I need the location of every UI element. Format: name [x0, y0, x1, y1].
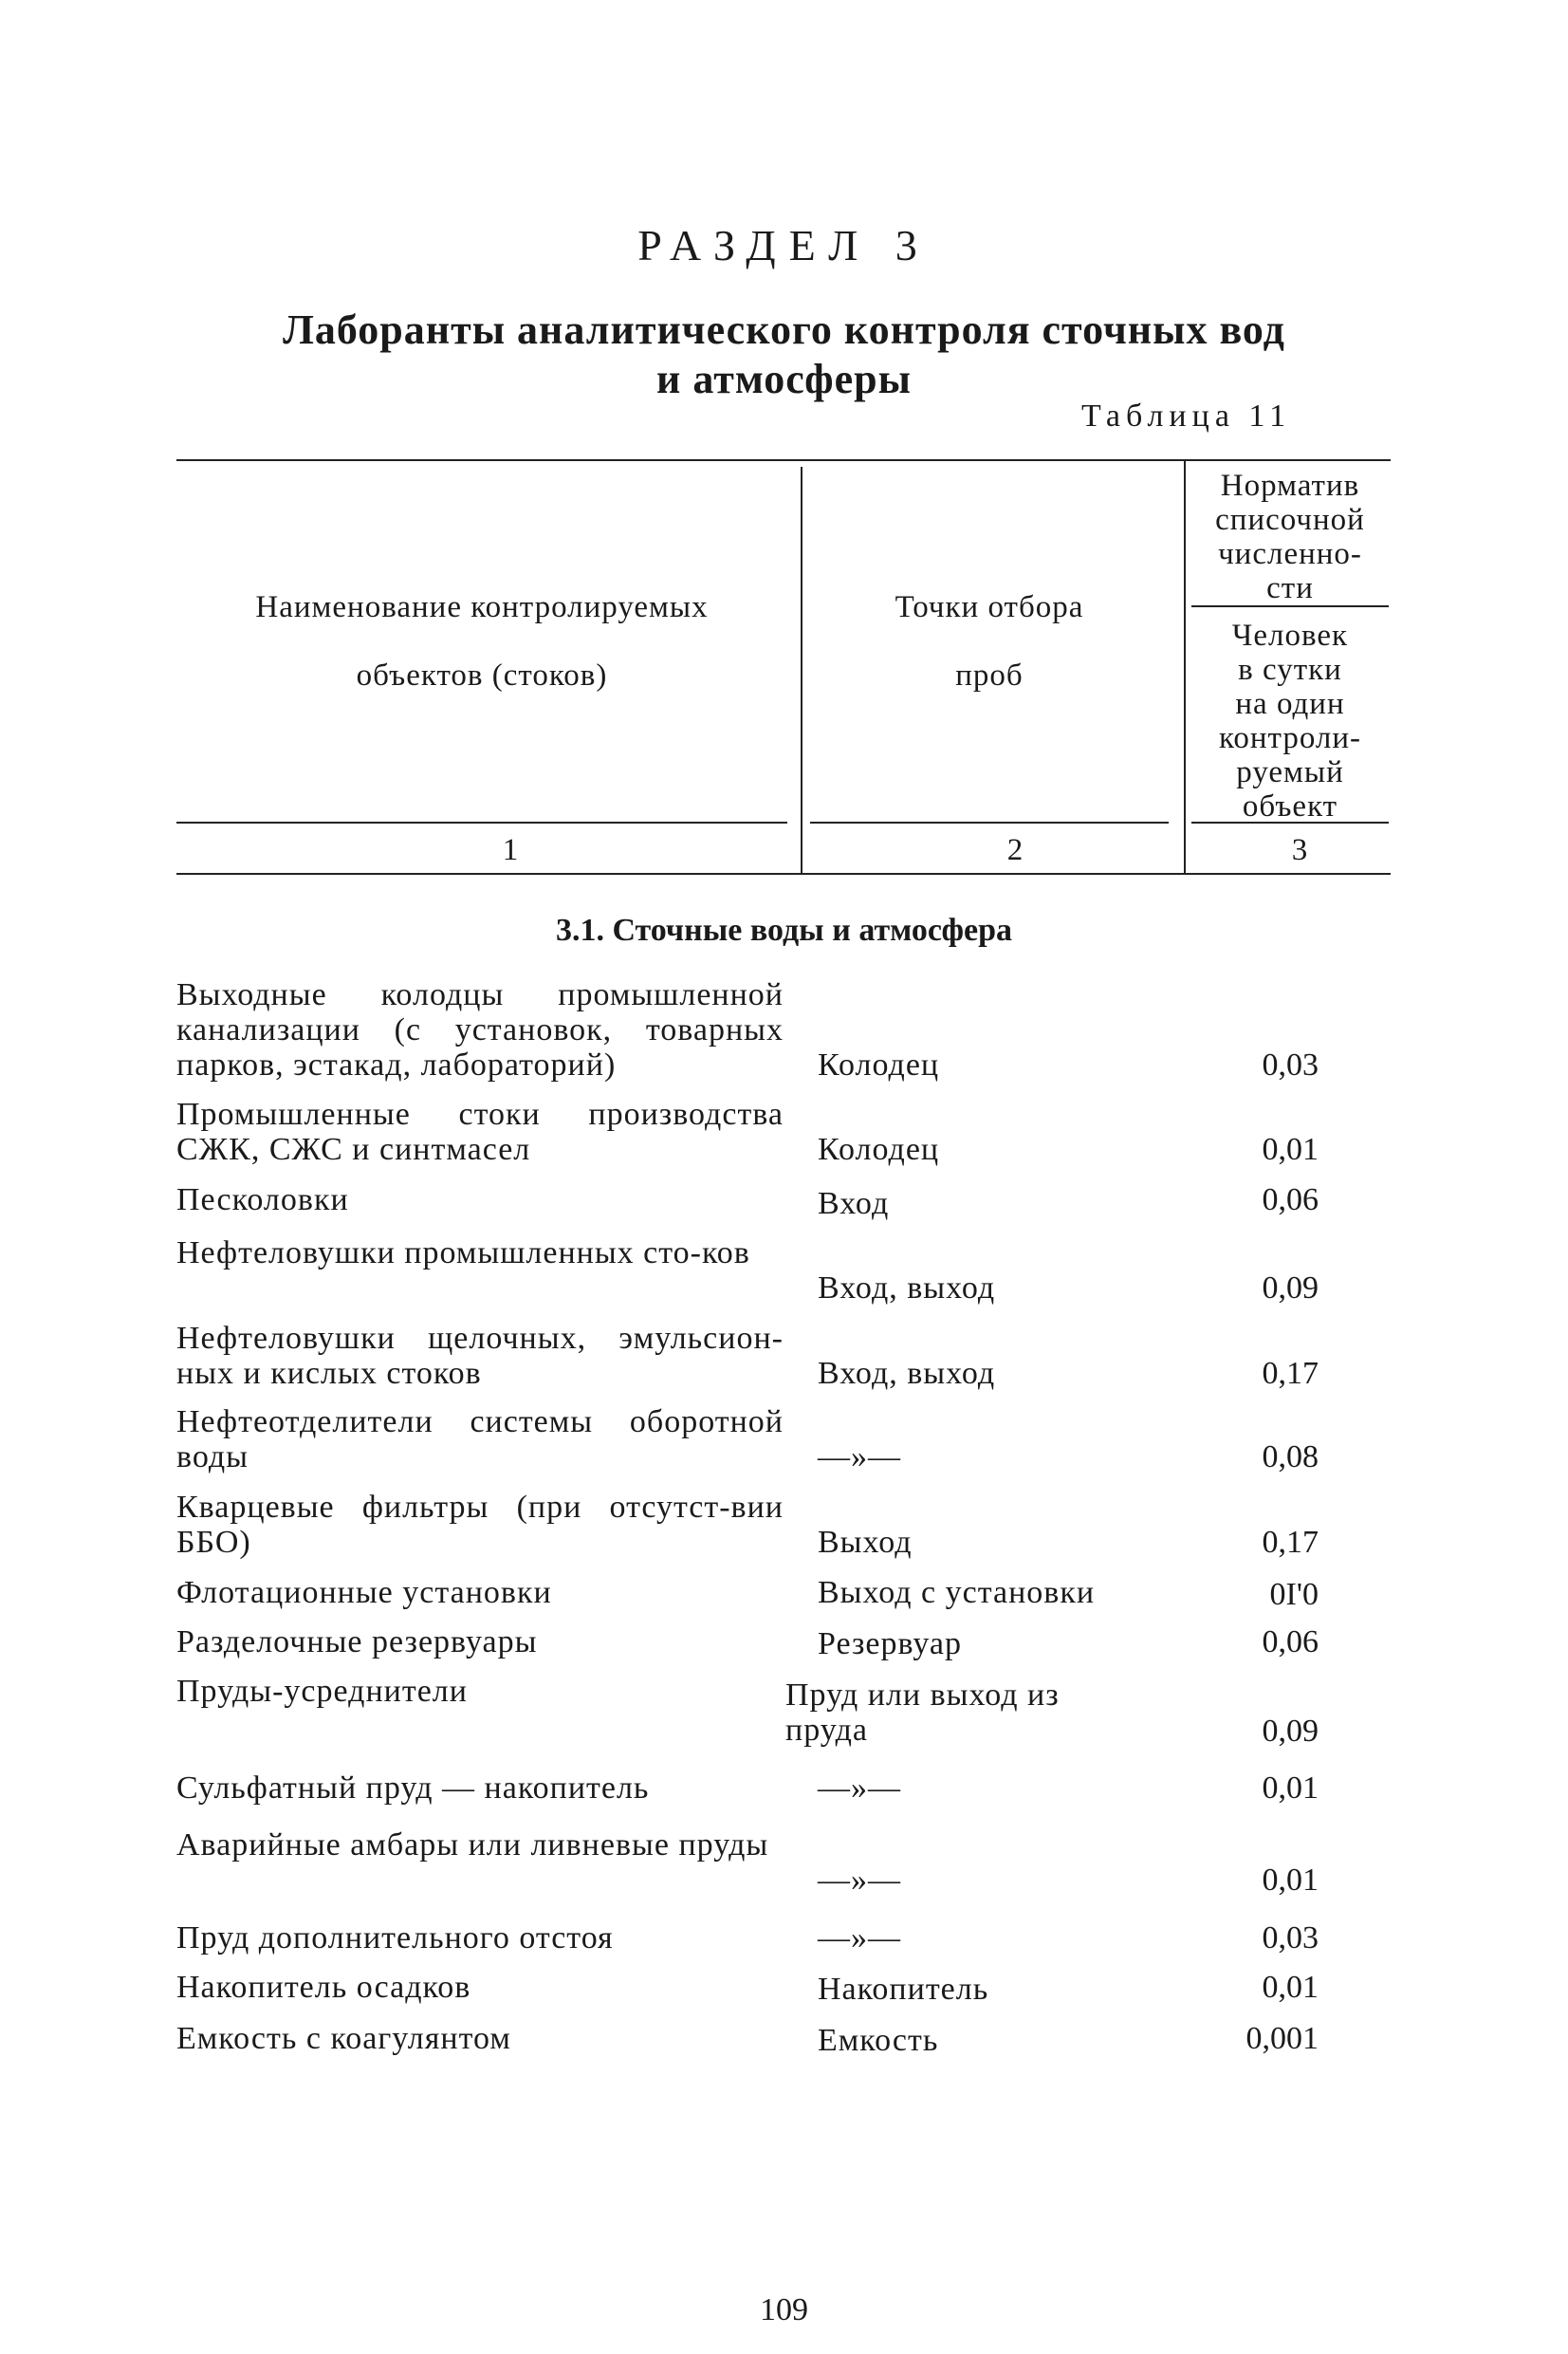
object-name: Нефтеловушки промышленных сто-ков [176, 1235, 750, 1270]
col2-header-line-1: Точки отбора [895, 590, 1084, 624]
sampling-point: Резервуар [818, 1626, 963, 1661]
sampling-point: Выход с установки [818, 1575, 1096, 1610]
col3-bottom-line: контроли- [1218, 721, 1362, 755]
page-number: 109 [760, 2292, 808, 2327]
col3-bottom-line: руемый [1236, 755, 1344, 789]
norm-value: 0,08 [1262, 1439, 1319, 1474]
col3-bottom-line: Человек [1231, 619, 1349, 653]
col3-top-line: списочной [1215, 503, 1365, 537]
column-number-1: 1 [502, 833, 519, 867]
object-name: Разделочные резервуары [176, 1624, 538, 1659]
norm-value: 0,01 [1262, 1863, 1319, 1898]
col3-top-line: численно- [1218, 537, 1362, 571]
column-numbers-rule [176, 873, 1391, 875]
page-title-line-1: Лаборанты аналитического контроля сточных вод [283, 306, 1285, 353]
object-name: Флотационные установки [176, 1575, 552, 1610]
object-name: Промышленные стоки производства СЖК, СЖС и синтмасел [176, 1097, 784, 1167]
header-bottom-rule-col2 [810, 822, 1169, 824]
sampling-point: Вход, выход [818, 1270, 996, 1306]
column-number-3: 3 [1291, 833, 1308, 867]
norm-value: 0,09 [1262, 1270, 1319, 1306]
sampling-point: Выход [818, 1525, 913, 1560]
col3-top-line: Норматив [1220, 469, 1360, 503]
norm-value: 0,01 [1262, 1970, 1319, 2005]
norm-value: 0,03 [1262, 1920, 1319, 1955]
table-top-rule [176, 459, 1391, 461]
object-name: Кварцевые фильтры (при отсутст-вии ББО) [176, 1490, 784, 1560]
col3-header-bottom [1188, 619, 1393, 824]
column-divider-1 [801, 467, 802, 875]
sampling-point: —»— [818, 1439, 901, 1474]
sampling-point: Накопитель [818, 1972, 989, 2007]
sampling-point: Колодец [818, 1132, 940, 1167]
col3-bottom-line: объект [1242, 789, 1338, 824]
column-divider-2 [1184, 459, 1186, 875]
column-number-2: 2 [1006, 833, 1024, 867]
object-name: Накопитель осадков [176, 1970, 471, 2005]
sampling-point: —»— [818, 1770, 901, 1806]
subsection-heading: 3.1. Сточные воды и атмосфера [555, 913, 1013, 948]
object-name: Нефтеловушки щелочных, эмульсион-ных и кислых стоков [176, 1321, 784, 1391]
col3-split-rule [1191, 605, 1389, 607]
col2-header-line-2: проб [955, 658, 1024, 693]
norm-value: 0,17 [1262, 1356, 1319, 1391]
norm-value: 0,001 [1245, 2021, 1319, 2056]
sampling-point: —»— [818, 1863, 901, 1898]
norm-value: 0,01 [1262, 1770, 1319, 1806]
norm-value: 0,01 [1262, 1132, 1319, 1167]
sampling-point: Вход, выход [818, 1356, 996, 1391]
col3-bottom-line: на один [1235, 687, 1345, 721]
sampling-point: Колодец [818, 1047, 940, 1083]
sampling-point: Пруд или выход из пруда [785, 1677, 1060, 1748]
norm-value: 0,06 [1262, 1624, 1319, 1659]
object-name: Выходные колодцы промышленной канализации (с установок, товарных парков, эстакад, лабораторий) [176, 977, 784, 1083]
norm-value: 0,03 [1262, 1047, 1319, 1083]
table-label: Таблица 11 [1081, 399, 1292, 434]
col1-header-line-1: Наименование контролируемых [255, 590, 709, 624]
col1-header-line-2: объектов (стоков) [356, 658, 608, 693]
object-name: Емкость с коагулянтом [176, 2021, 511, 2056]
sampling-point: Вход [818, 1186, 890, 1221]
sampling-point: —»— [818, 1920, 901, 1955]
section-heading: РАЗДЕЛ 3 [637, 221, 931, 269]
page-title-line-2: и атмосферы [656, 356, 912, 402]
object-name: Сульфатный пруд — накопитель [176, 1770, 650, 1806]
object-name: Пруды-усреднители [176, 1674, 468, 1709]
object-name: Песколовки [176, 1182, 349, 1217]
col3-top-line: сти [1266, 571, 1314, 605]
object-name: Нефтеотделители системы оборотной воды [176, 1404, 784, 1474]
norm-value: 0I'0 [1269, 1577, 1319, 1612]
col3-bottom-line: в сутки [1238, 653, 1342, 687]
norm-value: 0,09 [1262, 1714, 1319, 1749]
col3-header-top [1188, 469, 1393, 605]
header-bottom-rule-col1 [176, 822, 787, 824]
norm-value: 0,17 [1262, 1525, 1319, 1560]
object-name: Пруд дополнительного отстоя [176, 1920, 614, 1955]
object-name: Аварийные амбары или ливневые пруды [176, 1827, 769, 1863]
sampling-point: Емкость [818, 2023, 939, 2058]
norm-value: 0,06 [1262, 1182, 1319, 1217]
